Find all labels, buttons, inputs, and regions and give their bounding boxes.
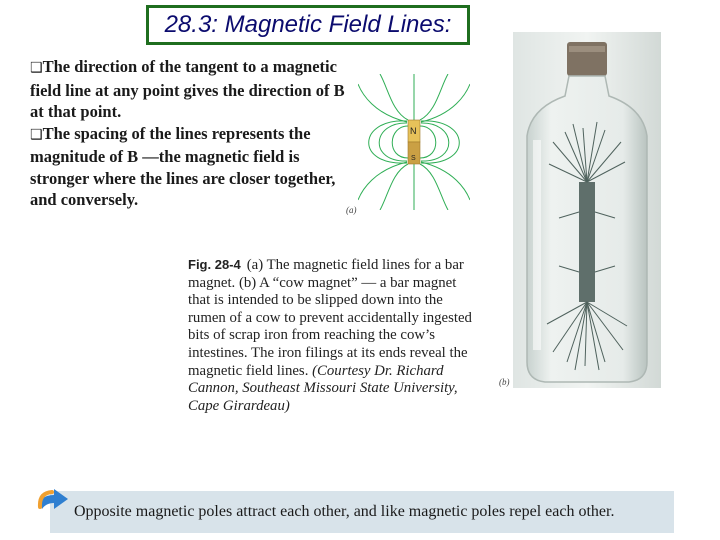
figure-label-a: (a) <box>346 205 357 215</box>
checkbox-bullet-icon: ❑ <box>30 60 43 76</box>
slide-title-box <box>146 5 470 45</box>
slide-title: 28.3: Magnetic Field Lines: <box>164 11 452 38</box>
footer-text: Opposite magnetic poles attract each other, and like magnetic poles repel each other. <box>74 503 615 520</box>
caption-text: (a) The magnetic field lines for a bar magnet. (b) A “cow magnet” — a bar magnet that is intended to be slipped down into the rumen of a cow to prevent accidentally ingested bits of scrap iron from reaching the cow’s intestines. The iron filings at its ends reveal the magnetic field lines. <box>188 257 472 379</box>
bullet-text: The spacing of the lines represents the magnitude of B —the magnetic field is stronger where the lines are closer together, and conversely. <box>30 123 336 209</box>
figure-caption <box>188 256 478 415</box>
caption-credit: (Courtesy Dr. Richard Cannon, Southeast Missouri State University, Cape Girardeau) <box>188 362 458 414</box>
orange-blue-arrow-icon <box>36 487 72 513</box>
figure-number: Fig. 28-4 <box>188 257 241 272</box>
bullet-line-spacing <box>30 123 345 211</box>
bar-magnet-field-diagram <box>358 74 470 210</box>
bullet-tangent-direction <box>30 56 345 123</box>
cow-magnet-bottle-photo <box>513 32 661 388</box>
figure-label-b: (b) <box>499 377 510 387</box>
bullet-list <box>30 56 345 211</box>
bullet-text: The direction of the tangent to a magnetic field line at any point gives the direction of B at that point. <box>30 57 345 121</box>
checkbox-bullet-icon: ❑ <box>30 126 43 143</box>
pole-s-label: S <box>411 155 416 162</box>
pole-n-label: N <box>410 126 417 136</box>
